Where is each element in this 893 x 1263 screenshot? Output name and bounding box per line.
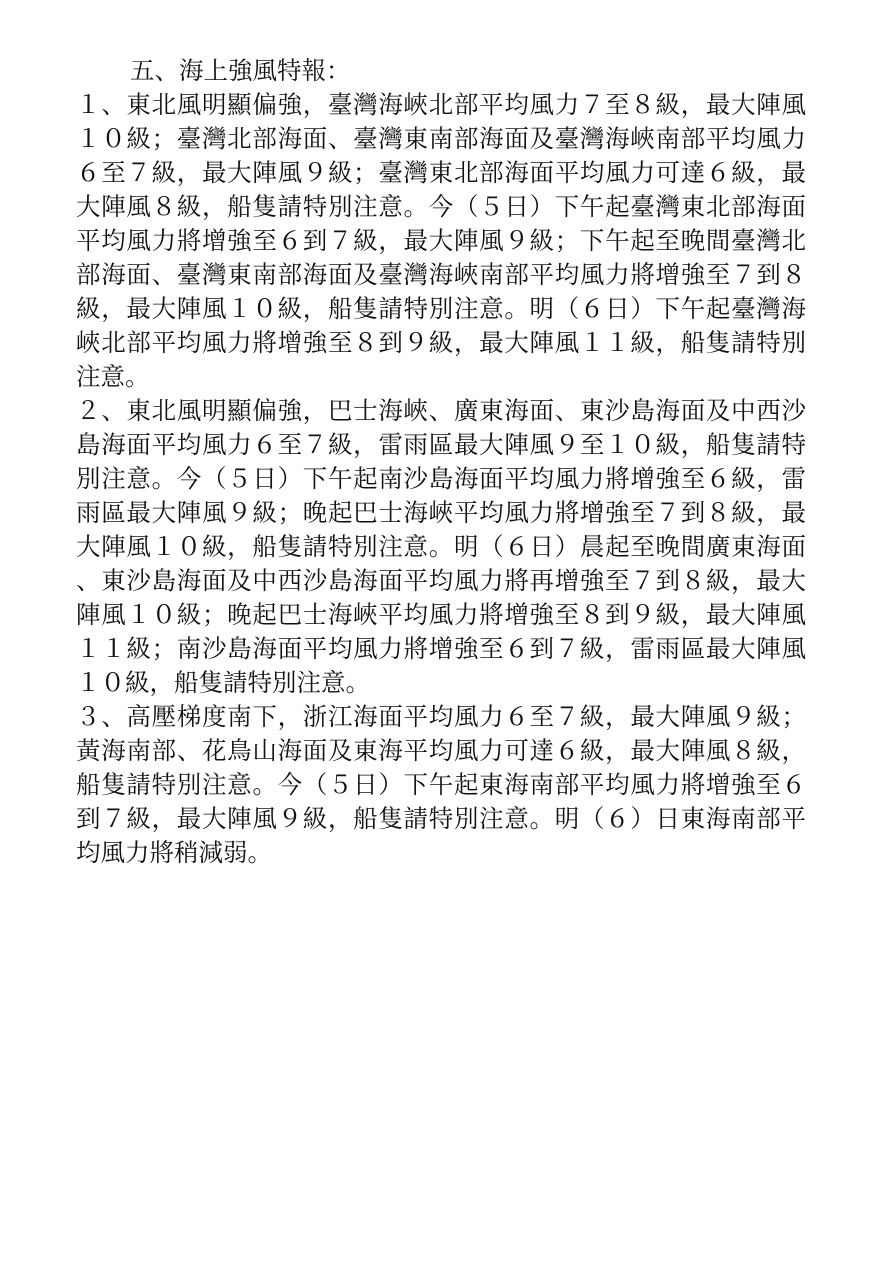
document-page bbox=[76, 54, 806, 870]
section-heading: 五、海上強風特報： bbox=[130, 56, 351, 85]
warning-paragraph-3: ３、高壓梯度南下，浙江海面平均風力６至７級，最大陣風９級；黃海南部、花鳥山海面及東海平均風力可達６級，最大陣風８級，船隻請特別注意。今（５日）下午起東海南部平均風力將增強至６到７級，最大陣風９級，船隻請特別注意。明（６）日東海南部平均風力將稍減弱。 bbox=[76, 702, 806, 867]
warning-paragraph-1: １、東北風明顯偏強，臺灣海峽北部平均風力７至８級，最大陣風１０級；臺灣北部海面、臺灣東南部海面及臺灣海峽南部平均風力６至７級，最大陣風９級；臺灣東北部海面平均風力可達６級，最大陣風８級，船隻請特別注意。今（５日）下午起臺灣東北部海面平均風力將增強至６到７級，最大陣風９級；下午起至晚間臺灣北部海面、臺灣東南部海面及臺灣海峽南部平均風力將增強至７到８級，最大陣風１０級，船隻請特別注意。明（６日）下午起臺灣海峽北部平均風力將增強至８到９級，最大陣風１１級，船隻請特別注意。 bbox=[76, 90, 806, 391]
warning-paragraph-2: ２、東北風明顯偏強，巴士海峽、廣東海面、東沙島海面及中西沙島海面平均風力６至７級，雷雨區最大陣風９至１０級，船隻請特別注意。今（５日）下午起南沙島海面平均風力將增強至６級，雷雨區最大陣風９級；晚起巴士海峽平均風力將增強至７到８級，最大陣風１０級，船隻請特別注意。明（６日）晨起至晚間廣東海面、東沙島海面及中西沙島海面平均風力將再增強至７到８級，最大陣風１０級；晚起巴士海峽平均風力將增強至８到９級，最大陣風１１級；南沙島海面平均風力將增強至６到７級，雷雨區最大陣風１０級，船隻請特別注意。 bbox=[76, 396, 806, 697]
